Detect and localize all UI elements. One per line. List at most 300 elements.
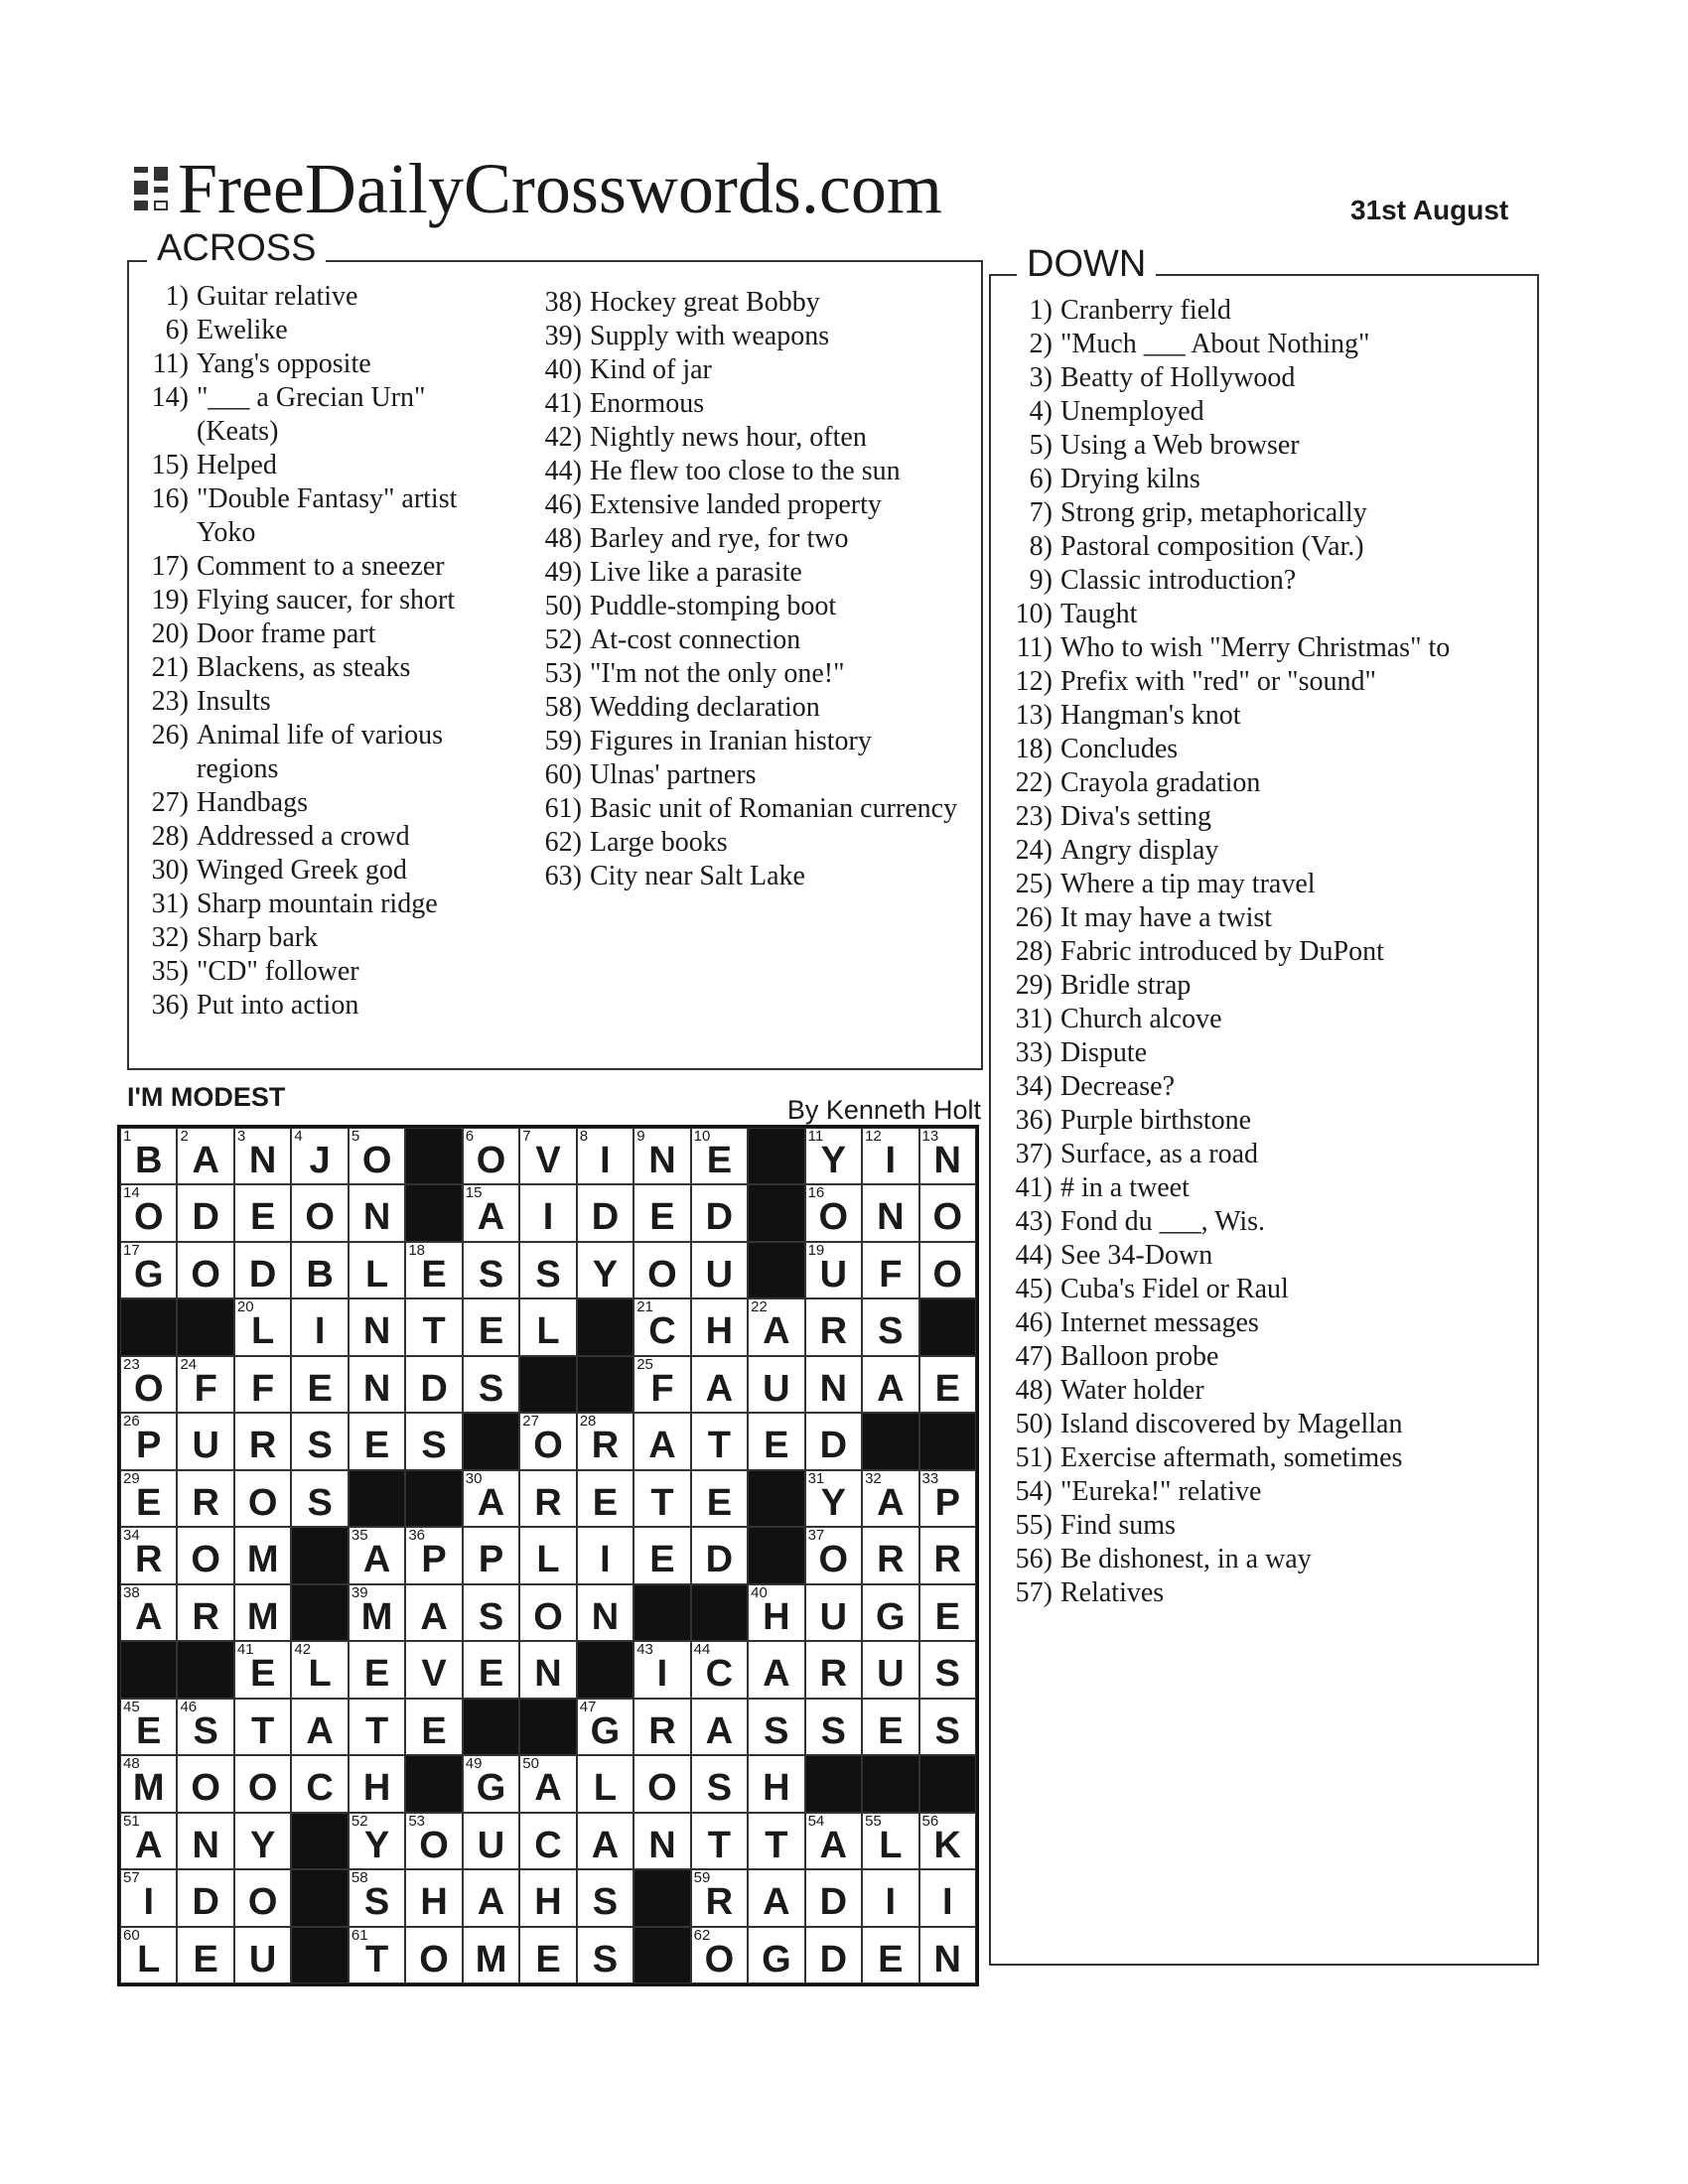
grid-cell[interactable]: [519, 1527, 576, 1583]
cell-letter: E: [535, 1938, 561, 1980]
grid-cell[interactable]: [805, 1869, 862, 1926]
grid-cell[interactable]: [349, 1356, 405, 1413]
grid-cell[interactable]: [862, 1242, 918, 1298]
grid-cell[interactable]: [463, 1298, 519, 1355]
cell-letter: N: [819, 1367, 848, 1410]
cell-letter: N: [248, 1140, 277, 1181]
grid-cell[interactable]: [349, 1184, 405, 1241]
grid-cell[interactable]: [691, 1641, 748, 1698]
clue-item: [1003, 733, 1529, 766]
grid-cell[interactable]: [405, 1869, 462, 1926]
clue-number: 42): [544, 422, 582, 453]
grid-cell[interactable]: [463, 1470, 519, 1527]
grid-cell[interactable]: [349, 1927, 405, 1983]
clue-number: 44): [544, 456, 582, 486]
grid-cell[interactable]: [177, 1699, 233, 1755]
grid-cell[interactable]: [177, 1527, 233, 1583]
grid-cell[interactable]: [919, 1128, 976, 1184]
cell-letter: I: [656, 1653, 668, 1696]
cell-letter: U: [192, 1425, 219, 1467]
cell-letter: G: [876, 1595, 906, 1638]
grid-cell[interactable]: [349, 1242, 405, 1298]
clue-number: 34): [1015, 1071, 1053, 1102]
cell-letter: P: [934, 1481, 960, 1524]
grid-cell[interactable]: [463, 1128, 519, 1184]
grid-cell[interactable]: [463, 1184, 519, 1241]
grid-cell[interactable]: [805, 1584, 862, 1641]
grid-cell[interactable]: [120, 1869, 177, 1926]
clue-number: 17): [151, 551, 189, 582]
grid-cell[interactable]: [120, 1584, 177, 1641]
grid-cell[interactable]: [862, 1470, 918, 1527]
cell-number: 45: [123, 1698, 140, 1715]
grid-cell[interactable]: [349, 1298, 405, 1355]
clue-text: Addressed a crowd: [197, 821, 410, 852]
grid-cell[interactable]: [919, 1641, 976, 1698]
cell-letter: T: [650, 1481, 674, 1524]
clue-number: 18): [1015, 734, 1053, 764]
grid-cell[interactable]: [919, 1584, 976, 1641]
clue-text: Water holder: [1060, 1375, 1204, 1406]
grid-cell[interactable]: [519, 1128, 576, 1184]
grid-cell[interactable]: [577, 1869, 633, 1926]
cell-number: 60: [123, 1926, 140, 1944]
grid-cell[interactable]: [691, 1128, 748, 1184]
grid-cell[interactable]: [234, 1584, 291, 1641]
grid-cell[interactable]: [633, 1356, 690, 1413]
grid-cell[interactable]: [120, 1184, 177, 1241]
grid-cell[interactable]: [862, 1584, 918, 1641]
grid-cell[interactable]: [463, 1527, 519, 1583]
grid-cell[interactable]: [177, 1584, 233, 1641]
cell-letter: A: [362, 1539, 391, 1581]
grid-cell[interactable]: [633, 1470, 690, 1527]
cell-number: 36: [408, 1527, 426, 1545]
grid-cell[interactable]: [177, 1413, 233, 1469]
grid-cell[interactable]: [177, 1869, 233, 1926]
cell-letter: D: [705, 1196, 734, 1239]
grid-cell[interactable]: [862, 1356, 918, 1413]
cell-number: 52: [351, 1812, 368, 1830]
cell-letter: L: [137, 1938, 161, 1980]
grid-cell[interactable]: [291, 1755, 348, 1812]
grid-cell[interactable]: [805, 1298, 862, 1355]
grid-cell[interactable]: [519, 1242, 576, 1298]
grid-cell[interactable]: [748, 1755, 804, 1812]
cell-number: 30: [465, 1469, 483, 1487]
cell-letter: A: [135, 1824, 163, 1866]
grid-cell[interactable]: [748, 1927, 804, 1983]
clue-text: Purple birthstone: [1060, 1105, 1252, 1136]
grid-cell[interactable]: [177, 1242, 233, 1298]
cell-letter: O: [191, 1539, 220, 1581]
grid-cell[interactable]: [120, 1413, 177, 1469]
grid-cell[interactable]: [577, 1699, 633, 1755]
cell-letter: O: [191, 1767, 220, 1810]
grid-cell[interactable]: [120, 1356, 177, 1413]
grid-cell[interactable]: [691, 1413, 748, 1469]
grid-cell[interactable]: [405, 1813, 462, 1869]
grid-cell[interactable]: [234, 1128, 291, 1184]
clue-text: Island discovered by Magellan: [1060, 1409, 1403, 1439]
grid-cell[interactable]: [805, 1242, 862, 1298]
grid-cell[interactable]: [748, 1413, 804, 1469]
clue-text: "CD" follower: [197, 956, 359, 987]
grid-cell[interactable]: [805, 1413, 862, 1469]
grid-cell[interactable]: [405, 1356, 462, 1413]
clue-text: Who to wish "Merry Christmas" to: [1060, 632, 1451, 663]
grid-cell[interactable]: [633, 1242, 690, 1298]
grid-cell[interactable]: [234, 1755, 291, 1812]
grid-cell[interactable]: [234, 1813, 291, 1869]
grid-cell[interactable]: [862, 1128, 918, 1184]
clue-text: It may have a twist: [1060, 902, 1273, 933]
grid-cell[interactable]: [691, 1184, 748, 1241]
grid-cell[interactable]: [805, 1470, 862, 1527]
cell-letter: C: [534, 1824, 562, 1866]
cell-letter: T: [707, 1425, 731, 1467]
grid-cell[interactable]: [291, 1242, 348, 1298]
clue-item: [139, 280, 487, 314]
grid-cell[interactable]: [748, 1869, 804, 1926]
cell-number: 9: [636, 1128, 645, 1145]
cell-number: 35: [351, 1527, 368, 1545]
grid-cell[interactable]: [177, 1184, 233, 1241]
clue-item: [1003, 1273, 1529, 1306]
clue-text: Balloon probe: [1060, 1341, 1219, 1372]
cell-letter: E: [249, 1653, 276, 1696]
grid-cell[interactable]: [633, 1641, 690, 1698]
cell-letter: U: [705, 1253, 734, 1296]
cell-letter: S: [764, 1709, 789, 1752]
grid-cell[interactable]: [405, 1584, 462, 1641]
cell-letter: U: [763, 1367, 790, 1410]
cell-number: 41: [236, 1641, 254, 1659]
grid-cell[interactable]: [349, 1813, 405, 1869]
grid-cell[interactable]: [862, 1927, 918, 1983]
grid-cell[interactable]: [519, 1470, 576, 1527]
grid-cell[interactable]: [805, 1699, 862, 1755]
grid-cell[interactable]: [349, 1869, 405, 1926]
grid-cell[interactable]: [120, 1755, 177, 1812]
clue-item: [1003, 631, 1529, 665]
grid-cell[interactable]: [234, 1413, 291, 1469]
clue-number: 36): [1015, 1105, 1053, 1136]
clue-number: 59): [544, 726, 582, 756]
grid-cell[interactable]: [234, 1699, 291, 1755]
clue-number: 27): [151, 787, 189, 818]
grid-cell[interactable]: [120, 1128, 177, 1184]
cell-number: 51: [123, 1812, 140, 1830]
grid-cell[interactable]: [519, 1869, 576, 1926]
grid-block: [633, 1927, 690, 1983]
clue-text: Surface, as a road: [1060, 1139, 1259, 1169]
cell-letter: Y: [820, 1481, 846, 1524]
grid-cell[interactable]: [919, 1699, 976, 1755]
grid-cell[interactable]: [805, 1184, 862, 1241]
grid-cell[interactable]: [577, 1584, 633, 1641]
grid-cell[interactable]: [120, 1813, 177, 1869]
cell-letter: Y: [249, 1824, 276, 1866]
grid-cell[interactable]: [748, 1813, 804, 1869]
grid-cell[interactable]: [633, 1755, 690, 1812]
grid-block: [919, 1413, 976, 1469]
grid-cell[interactable]: [405, 1641, 462, 1698]
cell-letter: N: [648, 1824, 676, 1866]
grid-cell[interactable]: [405, 1413, 462, 1469]
grid-cell[interactable]: [633, 1699, 690, 1755]
grid-cell[interactable]: [633, 1298, 690, 1355]
grid-cell[interactable]: [519, 1927, 576, 1983]
grid-cell[interactable]: [463, 1641, 519, 1698]
grid-cell[interactable]: [405, 1298, 462, 1355]
grid-cell[interactable]: [691, 1927, 748, 1983]
clue-item: [139, 550, 487, 584]
grid-cell[interactable]: [919, 1356, 976, 1413]
grid-cell[interactable]: [633, 1813, 690, 1869]
grid-cell[interactable]: [291, 1298, 348, 1355]
grid-cell[interactable]: [405, 1927, 462, 1983]
grid-cell[interactable]: [177, 1927, 233, 1983]
cell-letter: S: [820, 1709, 846, 1752]
grid-cell[interactable]: [519, 1413, 576, 1469]
grid-cell[interactable]: [691, 1470, 748, 1527]
grid-cell[interactable]: [349, 1413, 405, 1469]
clue-text: Dispute: [1060, 1037, 1148, 1068]
cell-number: 54: [807, 1812, 825, 1830]
cell-letter: L: [364, 1253, 389, 1296]
grid-cell[interactable]: [633, 1413, 690, 1469]
grid-cell[interactable]: [748, 1699, 804, 1755]
clue-number: 26): [151, 720, 189, 751]
cell-letter: A: [877, 1367, 905, 1410]
cell-letter: O: [133, 1367, 164, 1410]
cell-number: 57: [123, 1869, 140, 1887]
grid-cell[interactable]: [919, 1470, 976, 1527]
cell-letter: N: [192, 1824, 219, 1866]
clue-text: Taught: [1060, 599, 1138, 629]
grid-cell[interactable]: [691, 1242, 748, 1298]
grid-block: [519, 1699, 576, 1755]
grid-cell[interactable]: [862, 1641, 918, 1698]
cell-letter: P: [136, 1425, 162, 1467]
grid-cell[interactable]: [577, 1527, 633, 1583]
grid-cell[interactable]: [234, 1470, 291, 1527]
grid-cell[interactable]: [463, 1927, 519, 1983]
grid-cell[interactable]: [519, 1641, 576, 1698]
grid-cell[interactable]: [805, 1128, 862, 1184]
grid-cell[interactable]: [748, 1356, 804, 1413]
cell-letter: S: [307, 1425, 333, 1467]
grid-cell[interactable]: [577, 1755, 633, 1812]
cell-letter: D: [192, 1881, 219, 1924]
clue-number: 16): [151, 483, 189, 514]
grid-cell[interactable]: [234, 1184, 291, 1241]
grid-cell[interactable]: [177, 1470, 233, 1527]
grid-cell[interactable]: [291, 1641, 348, 1698]
grid-cell[interactable]: [919, 1813, 976, 1869]
clue-item: [1003, 1509, 1529, 1543]
cell-letter: A: [877, 1481, 905, 1524]
grid-cell[interactable]: [862, 1298, 918, 1355]
grid-cell[interactable]: [291, 1184, 348, 1241]
grid-cell[interactable]: [691, 1813, 748, 1869]
grid-cell[interactable]: [919, 1927, 976, 1983]
grid-cell[interactable]: [519, 1184, 576, 1241]
grid-cell[interactable]: [862, 1813, 918, 1869]
cell-number: 3: [236, 1128, 246, 1145]
grid-cell[interactable]: [577, 1927, 633, 1983]
grid-cell[interactable]: [234, 1242, 291, 1298]
grid-cell[interactable]: [748, 1298, 804, 1355]
grid-cell[interactable]: [519, 1755, 576, 1812]
grid-cell[interactable]: [805, 1527, 862, 1583]
grid-cell[interactable]: [691, 1699, 748, 1755]
grid-cell[interactable]: [405, 1699, 462, 1755]
grid-cell[interactable]: [120, 1242, 177, 1298]
grid-cell[interactable]: [349, 1527, 405, 1583]
grid-cell[interactable]: [463, 1869, 519, 1926]
grid-cell[interactable]: [519, 1813, 576, 1869]
grid-cell[interactable]: [120, 1527, 177, 1583]
cell-letter: E: [421, 1709, 447, 1752]
grid-cell[interactable]: [177, 1813, 233, 1869]
grid-cell[interactable]: [919, 1184, 976, 1241]
grid-cell[interactable]: [349, 1128, 405, 1184]
grid-cell[interactable]: [463, 1813, 519, 1869]
grid-cell[interactable]: [919, 1527, 976, 1583]
grid-cell[interactable]: [291, 1356, 348, 1413]
grid-cell[interactable]: [349, 1641, 405, 1698]
grid-cell[interactable]: [919, 1242, 976, 1298]
clue-number: 33): [1015, 1037, 1053, 1068]
cell-letter: O: [647, 1767, 677, 1810]
grid-cell[interactable]: [805, 1356, 862, 1413]
cell-letter: S: [478, 1595, 504, 1638]
clue-number: 14): [151, 382, 189, 413]
grid-cell[interactable]: [349, 1755, 405, 1812]
grid-cell[interactable]: [577, 1184, 633, 1241]
clue-item: [139, 651, 487, 685]
grid-cell[interactable]: [291, 1470, 348, 1527]
cell-letter: O: [305, 1196, 335, 1239]
clue-item: [532, 522, 969, 556]
clue-item: [1003, 834, 1529, 868]
cell-number: 55: [865, 1812, 882, 1830]
grid-cell[interactable]: [862, 1184, 918, 1241]
cell-letter: O: [476, 1140, 506, 1181]
cell-letter: L: [536, 1539, 560, 1581]
cell-letter: M: [475, 1938, 507, 1980]
grid-cell[interactable]: [691, 1527, 748, 1583]
grid-cell[interactable]: [463, 1356, 519, 1413]
cell-letter: A: [477, 1196, 505, 1239]
grid-cell[interactable]: [691, 1356, 748, 1413]
puzzle-title: I'M MODEST: [127, 1082, 286, 1112]
clue-number: 25): [1015, 869, 1053, 899]
grid-cell[interactable]: [691, 1755, 748, 1812]
clue-text: See 34-Down: [1060, 1240, 1213, 1271]
grid-cell[interactable]: [177, 1755, 233, 1812]
grid-cell[interactable]: [234, 1641, 291, 1698]
grid-block: [463, 1699, 519, 1755]
grid-cell[interactable]: [577, 1242, 633, 1298]
down-title: DOWN: [1017, 245, 1156, 283]
grid-cell[interactable]: [805, 1813, 862, 1869]
grid-cell[interactable]: [234, 1527, 291, 1583]
grid-cell[interactable]: [234, 1298, 291, 1355]
grid-cell[interactable]: [463, 1584, 519, 1641]
clue-number: 50): [1015, 1409, 1053, 1439]
grid-cell[interactable]: [349, 1584, 405, 1641]
grid-cell[interactable]: [862, 1869, 918, 1926]
grid-cell[interactable]: [577, 1813, 633, 1869]
grid-cell[interactable]: [120, 1470, 177, 1527]
grid-block: [805, 1755, 862, 1812]
clue-text: Guitar relative: [197, 281, 358, 312]
clue-number: 43): [1015, 1206, 1053, 1237]
grid-cell[interactable]: [577, 1128, 633, 1184]
grid-cell[interactable]: [748, 1584, 804, 1641]
cell-letter: O: [191, 1253, 220, 1296]
grid-cell[interactable]: [805, 1641, 862, 1698]
cell-letter: S: [535, 1253, 561, 1296]
clue-text: Concludes: [1060, 734, 1179, 764]
grid-cell[interactable]: [349, 1699, 405, 1755]
grid-cell[interactable]: [177, 1356, 233, 1413]
grid-cell[interactable]: [177, 1128, 233, 1184]
grid-cell[interactable]: [748, 1641, 804, 1698]
clue-number: 46): [544, 489, 582, 520]
cell-letter: H: [763, 1767, 790, 1810]
cell-letter: O: [818, 1539, 849, 1581]
grid-cell[interactable]: [405, 1242, 462, 1298]
grid-cell[interactable]: [234, 1927, 291, 1983]
grid-cell[interactable]: [862, 1527, 918, 1583]
grid-cell[interactable]: [234, 1869, 291, 1926]
grid-cell[interactable]: [291, 1699, 348, 1755]
cell-letter: N: [534, 1653, 562, 1696]
clue-text: "Much ___ About Nothing": [1060, 329, 1370, 359]
grid-cell[interactable]: [805, 1927, 862, 1983]
grid-cell[interactable]: [633, 1128, 690, 1184]
grid-cell[interactable]: [691, 1298, 748, 1355]
clue-number: 1): [165, 281, 189, 312]
grid-cell[interactable]: [633, 1184, 690, 1241]
cell-letter: E: [307, 1367, 333, 1410]
grid-cell[interactable]: [691, 1869, 748, 1926]
cell-letter: E: [136, 1481, 162, 1524]
cell-letter: A: [763, 1653, 790, 1696]
grid-cell[interactable]: [120, 1927, 177, 1983]
grid-cell[interactable]: [463, 1242, 519, 1298]
grid-cell[interactable]: [519, 1584, 576, 1641]
grid-cell[interactable]: [405, 1527, 462, 1583]
grid-cell[interactable]: [919, 1869, 976, 1926]
grid-cell[interactable]: [120, 1699, 177, 1755]
grid-cell[interactable]: [577, 1470, 633, 1527]
grid-cell[interactable]: [577, 1413, 633, 1469]
grid-cell[interactable]: [291, 1413, 348, 1469]
grid-cell[interactable]: [463, 1755, 519, 1812]
grid-cell[interactable]: [862, 1699, 918, 1755]
grid-cell[interactable]: [633, 1527, 690, 1583]
grid-cell[interactable]: [234, 1356, 291, 1413]
clue-number: 36): [151, 990, 189, 1021]
grid-cell[interactable]: [291, 1128, 348, 1184]
clue-text: Basic unit of Romanian currency: [590, 793, 958, 824]
grid-cell[interactable]: [519, 1298, 576, 1355]
